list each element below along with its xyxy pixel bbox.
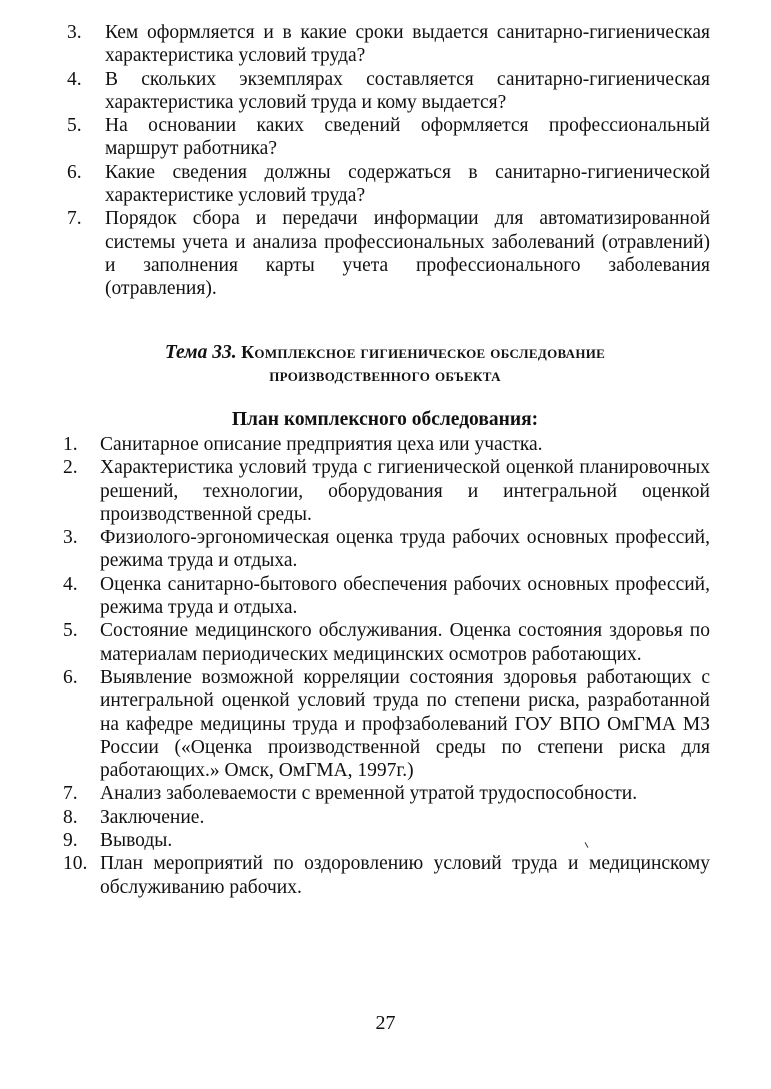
item-text: В скольких экземплярах составляется санитарно-гигиеническая характеристика условий труда и кому выдается? bbox=[105, 68, 710, 113]
topic-label: Тема 33. bbox=[164, 342, 237, 363]
item-text: Оценка санитарно-бытового обеспечения рабочих основных профессий, режима труда и отдыха. bbox=[100, 573, 710, 619]
item-number: 6. bbox=[63, 666, 78, 688]
item-text: На основании каких сведений оформляется профессиональный маршрут работника? bbox=[105, 115, 710, 160]
item-text: Выявление возможной корреляции состояния здоровья работающих с интегральной оценкой условий труда по степени риска, разработанной на кафедре медицины труда и профзаболеваний ГОУ ВПО ОмГМА МЗ России («Оценка производственной среды по степени риска для работающих.» Омск, ОмГМА, 1997г.) bbox=[100, 666, 710, 782]
item-text: Состояние медицинского обслуживания. Оценка состояния здоровья по материалам периодических медицинских осмотров работающих. bbox=[100, 620, 710, 665]
list-item bbox=[60, 68, 710, 115]
item-number: 7. bbox=[67, 208, 82, 230]
item-text: План мероприятий по оздоровлению условий труда и медицинскому обслуживанию рабочих. bbox=[100, 853, 710, 898]
item-number: 6. bbox=[67, 161, 82, 183]
list-item bbox=[60, 114, 710, 161]
topic-title-line2: производственного объекта bbox=[269, 365, 501, 385]
item-text: Кем оформляется и в какие сроки выдается санитарно-гигиеническая характеристика условий труда? bbox=[105, 22, 710, 67]
item-number: 8. bbox=[63, 806, 78, 828]
list-item bbox=[60, 829, 710, 852]
list-item bbox=[60, 21, 710, 68]
list-item bbox=[60, 782, 710, 805]
list-item bbox=[60, 433, 710, 456]
item-number: 7. bbox=[63, 783, 78, 805]
list-item bbox=[60, 573, 710, 620]
item-number: 3. bbox=[63, 527, 78, 549]
item-number: 9. bbox=[63, 830, 78, 852]
item-number: 1. bbox=[63, 434, 78, 455]
list-item bbox=[60, 161, 710, 208]
item-number: 5. bbox=[63, 620, 78, 642]
item-number: 4. bbox=[63, 573, 78, 595]
list-item bbox=[60, 666, 710, 782]
topic-title-line1: Комплексное гигиеническое обследование bbox=[241, 342, 606, 362]
page-number: 27 bbox=[375, 1012, 396, 1034]
item-text: Санитарное описание предприятия цеха или участка. bbox=[100, 434, 543, 455]
list-item bbox=[60, 619, 710, 666]
review-questions-list bbox=[60, 21, 710, 301]
item-number: 10. bbox=[63, 853, 88, 875]
item-number: 4. bbox=[67, 68, 82, 90]
plan-title: План комплексного обследования: bbox=[231, 409, 539, 430]
item-number: 5. bbox=[67, 115, 82, 137]
item-text: Выводы. bbox=[100, 830, 173, 852]
list-item bbox=[60, 852, 710, 899]
item-number: 3. bbox=[67, 22, 82, 43]
item-text: Физиолого-эргономическая оценка труда рабочих основных профессий, режима труда и отдыха. bbox=[100, 527, 710, 572]
list-item bbox=[60, 806, 710, 829]
list-item bbox=[60, 456, 710, 526]
topic-heading bbox=[60, 341, 710, 387]
item-text: Порядок сбора и передачи информации для автоматизированной системы учета и анализа профессиональных заболеваний (отравлений) и заполнения карты учета профессионального заболевания (отравления). bbox=[105, 208, 710, 300]
item-text: Какие сведения должны содержаться в санитарно-гигиенической характеристике условий труда? bbox=[105, 161, 710, 207]
list-item bbox=[60, 526, 710, 573]
item-text: Характеристика условий труда с гигиенической оценкой планировочных решений, технологии, оборудования и интегральной оценкой производственной среды. bbox=[100, 457, 710, 525]
item-text: Заключение. bbox=[100, 806, 205, 828]
item-number: 2. bbox=[63, 457, 78, 479]
item-text: Анализ заболеваемости с временной утратой трудоспособности. bbox=[100, 783, 638, 805]
list-item bbox=[60, 207, 710, 300]
plan-list bbox=[60, 433, 710, 899]
